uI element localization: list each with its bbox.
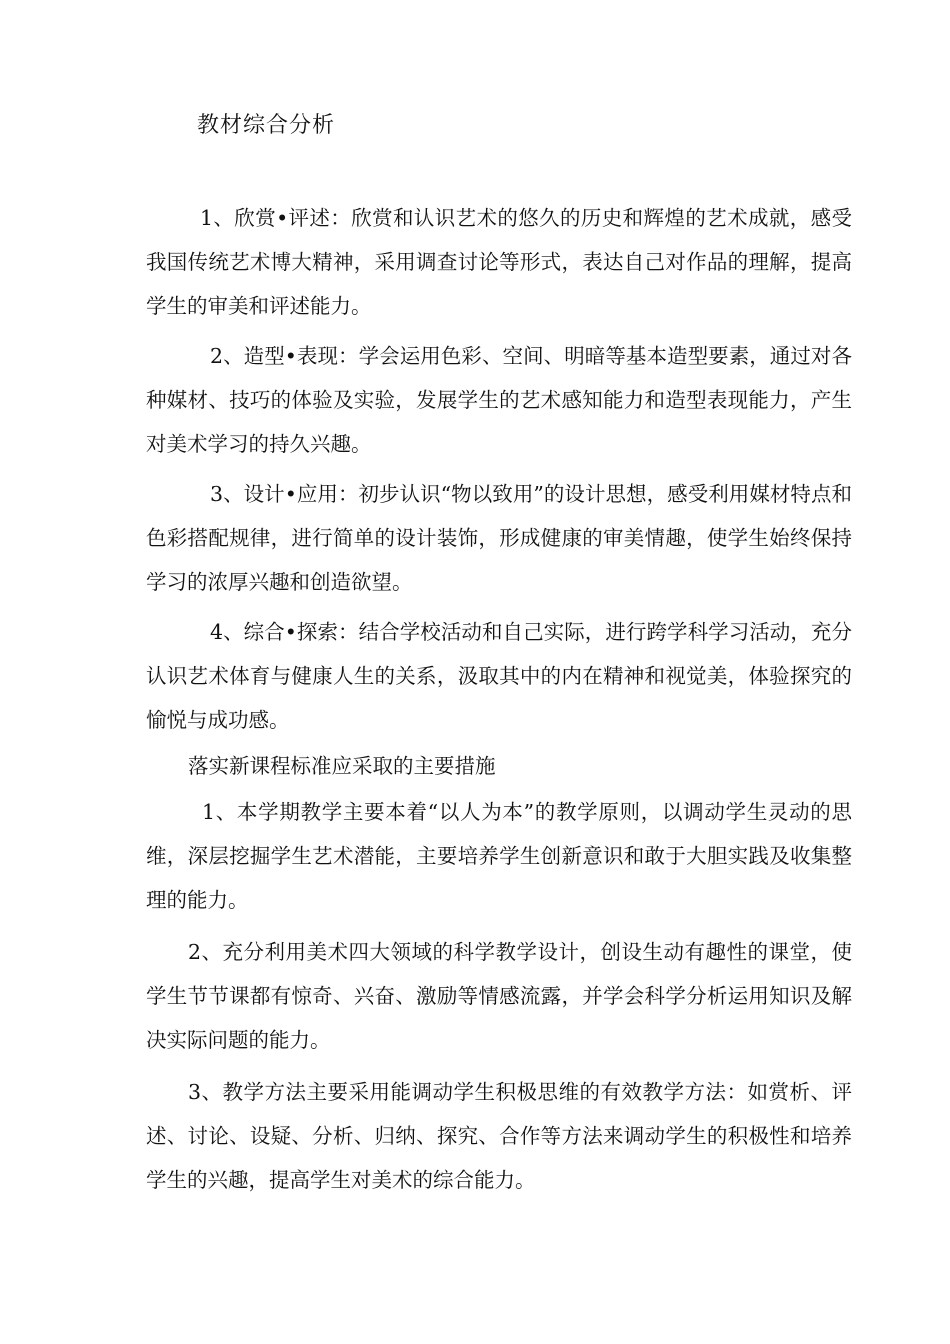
paragraph-synthesis-exploration: 4、综合•探索：结合学校活动和自己实际，进行跨学科学习活动，充分认识艺术体育与健康人生的关系，汲取其中的内在精神和视觉美，体验探究的愉悦与成功感。 (146, 620, 852, 732)
page-title: 教材综合分析 (197, 113, 336, 138)
paragraph-appreciation-review: 1、欣赏•评述：欣赏和认识艺术的悠久的历史和辉煌的艺术成就，感受我国传统艺术博大精神，采用调查讨论等形式，表达自己对作品的理解，提高学生的审美和评述能力。 (146, 206, 852, 318)
paragraph-modeling-expression: 2、造型•表现：学会运用色彩、空间、明暗等基本造型要素，通过对各种媒材、技巧的体验及实验，发展学生的艺术感知能力和造型表现能力，产生对美术学习的持久兴趣。 (146, 344, 852, 456)
paragraph-design-application: 3、设计•应用：初步认识“物以致用”的设计思想，感受利用媒材特点和色彩搭配规律，进行简单的设计装饰，形成健康的审美情趣，使学生始终保持学习的浓厚兴趣和创造欲望。 (146, 482, 852, 594)
paragraph-measure-1: 1、本学期教学主要本着“以人为本”的教学原则，以调动学生灵动的思维，深层挖掘学生艺术潜能，主要培养学生创新意识和敢于大胆实践及收集整理的能力。 (146, 800, 852, 912)
document-body (146, 196, 852, 1202)
paragraph-measure-2: 2、充分利用美术四大领域的科学教学设计，创设生动有趣性的课堂，使学生节节课都有惊奇、兴奋、激励等情感流露，并学会科学分析运用知识及解决实际问题的能力。 (146, 940, 852, 1052)
paragraph-measure-3: 3、教学方法主要采用能调动学生积极思维的有效教学方法：如赏析、评述、讨论、设疑、分析、归纳、探究、合作等方法来调动学生的积极性和培养学生的兴趣，提高学生对美术的综合能力。 (146, 1080, 852, 1192)
section-heading-measures: 落实新课程标准应采取的主要措施 (188, 754, 496, 778)
